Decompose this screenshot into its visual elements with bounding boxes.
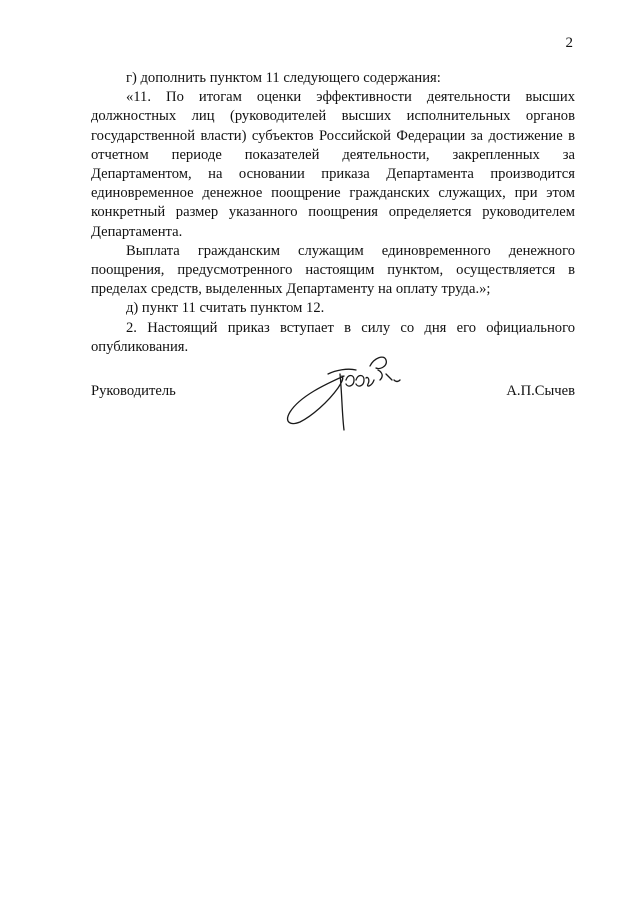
document-body [91, 69, 575, 357]
signatory-name: А.П.Сычев [506, 383, 575, 399]
paragraph: 2. Настоящий приказ вступает в силу со дня его официального опубликования. [91, 319, 575, 355]
paragraph: «11. По итогам оценки эффективности деятельности высших должностных лиц (руководителей высших исполнительных органов государственной власти) субъектов Российской Федерации за достижение в отчетном периоде показателей деятельности, закрепленных за Департаментом, на основании приказа Департамента производится единовременное денежное поощрение гражданских служащих, при этом конкретный размер указанного поощрения определяется руководителем Департамента. [91, 89, 575, 240]
paragraph: г) дополнить пунктом 11 следующего содержания: [126, 70, 441, 86]
paragraph: Выплата гражданским служащим единовременного денежного поощрения, предусмотренного настоящим пунктом, осуществляется в пределах средств, выделенных Департаменту на оплату труда.»; [91, 242, 575, 298]
handwritten-signature [282, 344, 412, 434]
page-number: 2 [565, 35, 573, 51]
signatory-title: Руководитель [91, 383, 176, 399]
paragraph: д) пункт 11 считать пунктом 12. [126, 300, 325, 317]
